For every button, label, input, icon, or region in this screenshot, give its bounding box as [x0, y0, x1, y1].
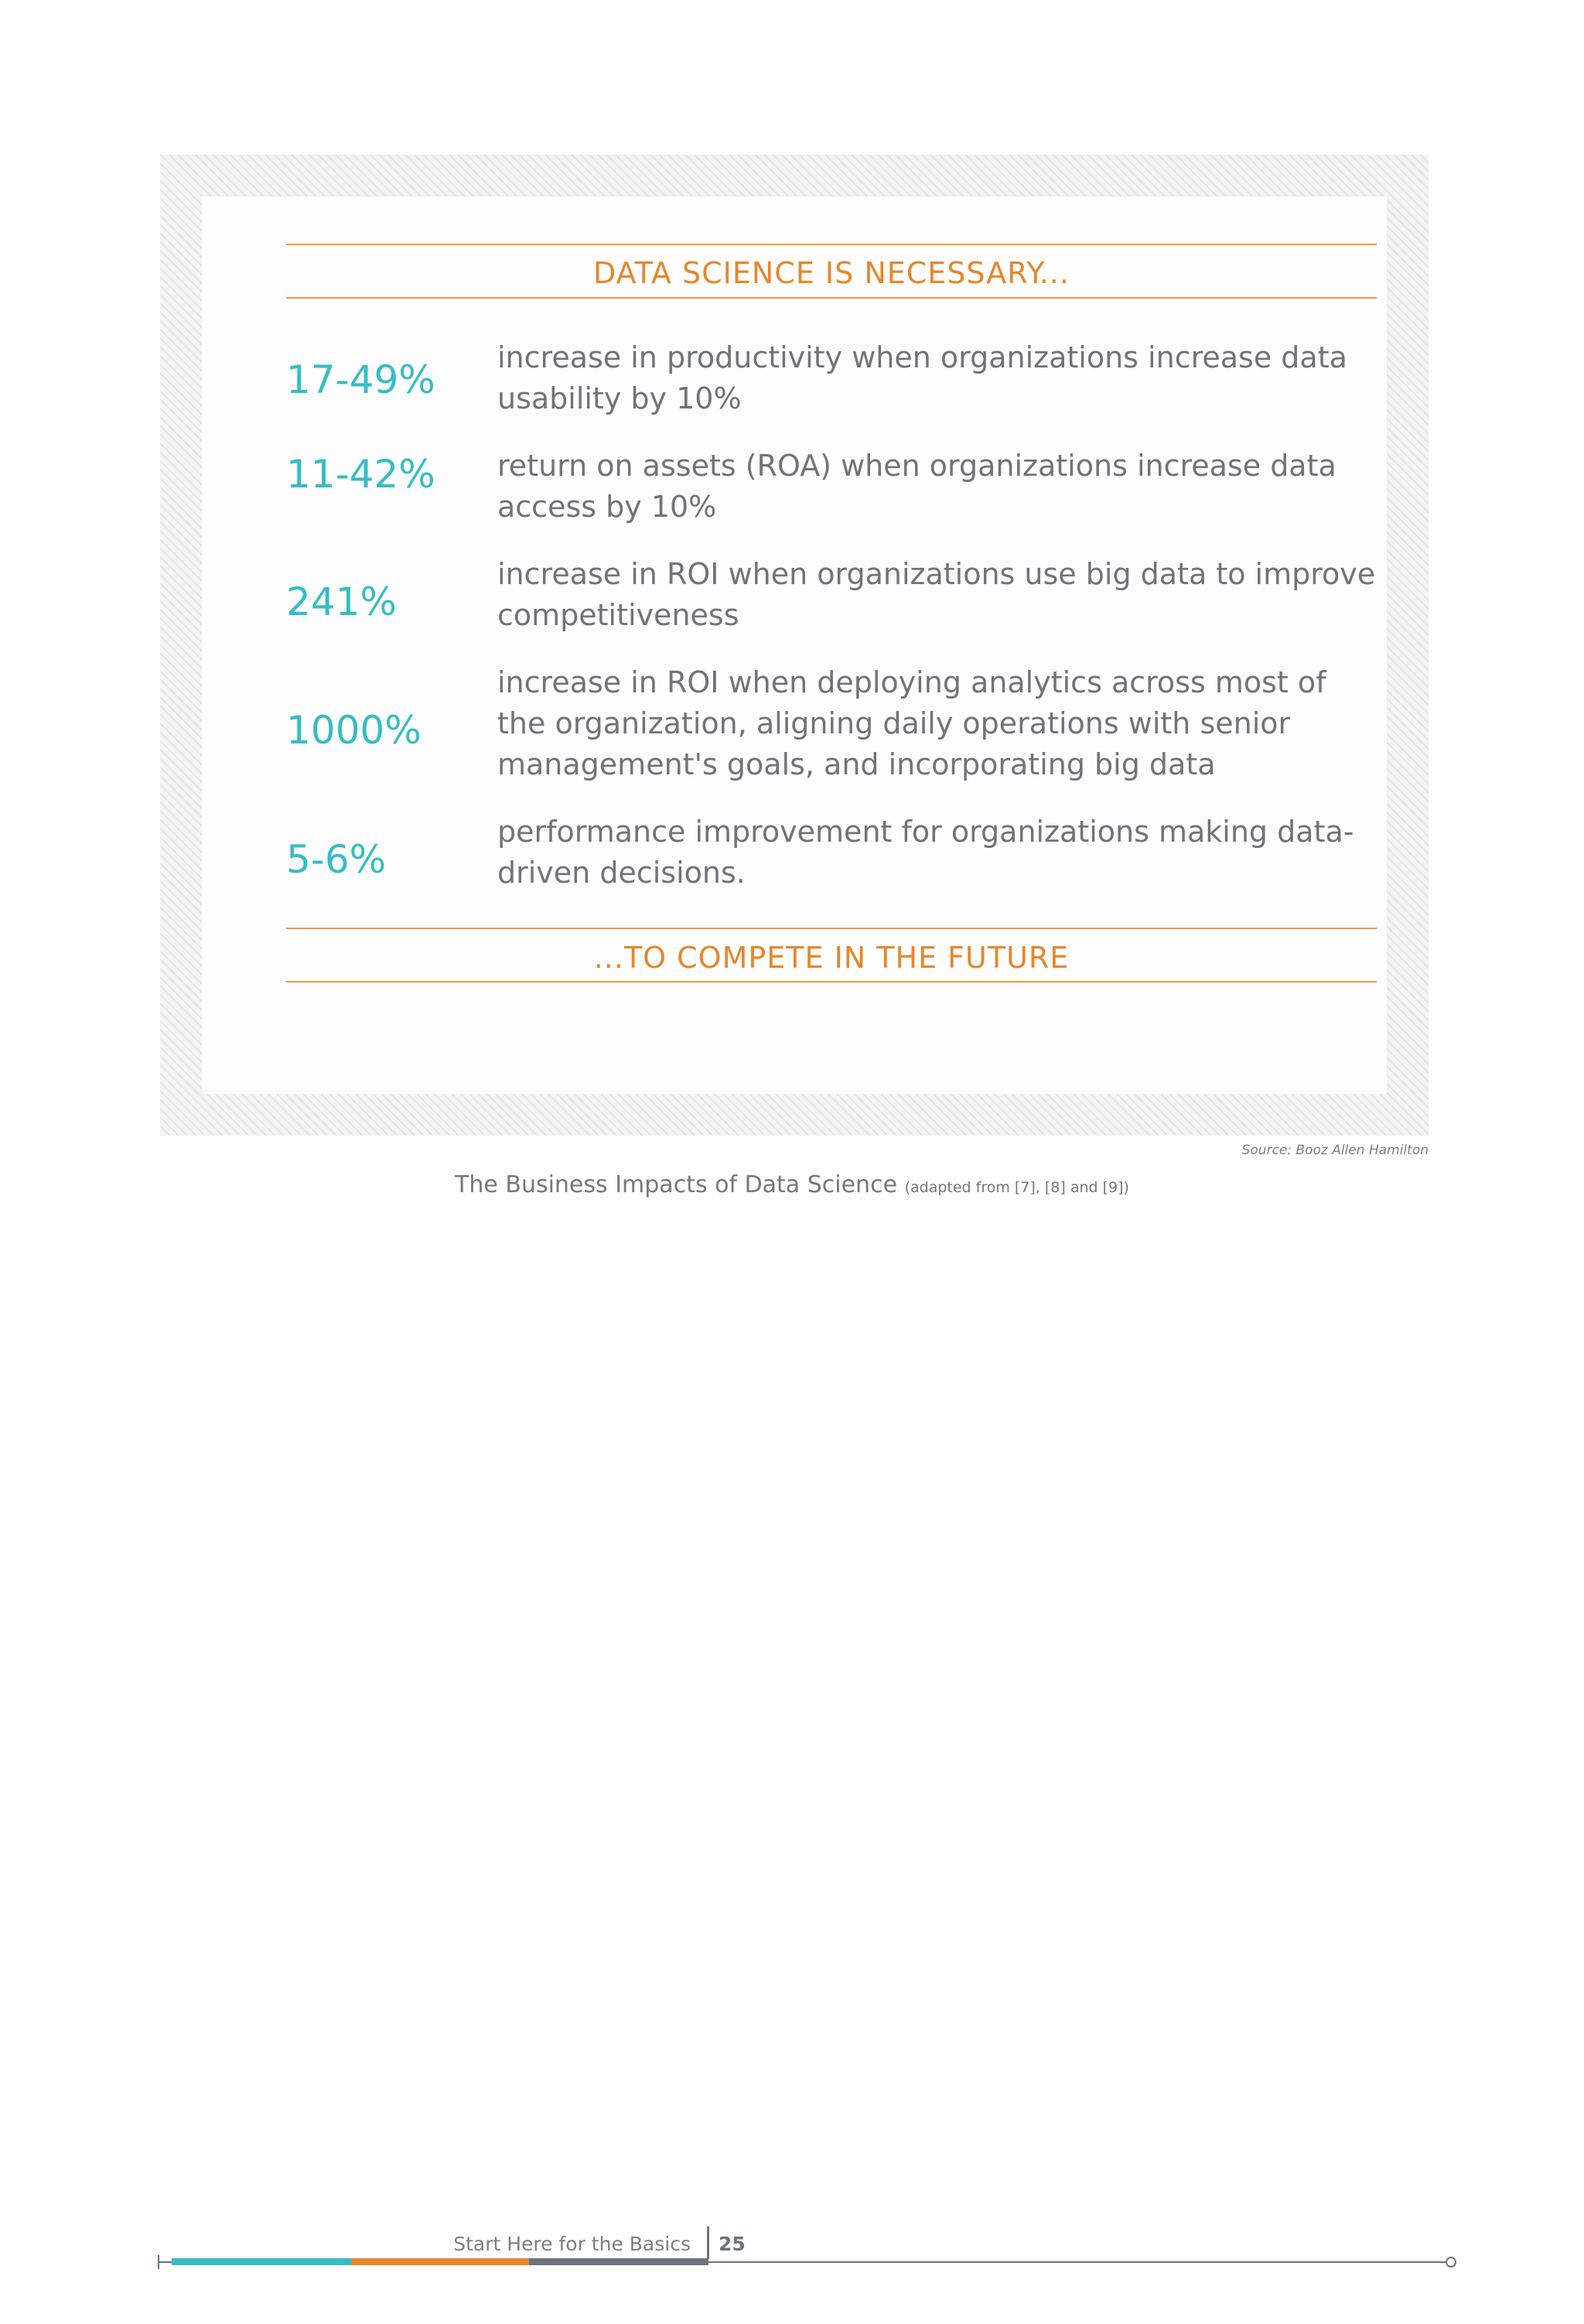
stat-description: return on assets (ROA) when organizations increase data access by 10%	[497, 449, 1336, 524]
stat-description: increase in ROI when organizations use big data to improve competitiveness	[497, 557, 1376, 632]
top-rule-lower	[286, 297, 1377, 299]
footer-segment-orange	[351, 2258, 529, 2265]
stat-description: increase in productivity when organizations increase data usability by 10%	[497, 340, 1347, 415]
footer-section-label: Start Here for the Basics	[453, 2233, 691, 2255]
footer-line-end-circle	[1446, 2257, 1456, 2268]
stat-description: increase in ROI when deploying analytics across most of the organization, aligning daily operations with senior management's goals, and incorporating big data	[497, 665, 1326, 781]
stat-value: 1000%	[286, 708, 422, 753]
page-number: 25	[719, 2233, 746, 2255]
bottom-rule-lower	[286, 981, 1377, 983]
footer-line-start-cap	[158, 2255, 159, 2269]
stat-value: 5-6%	[286, 837, 387, 882]
bottom-rule-upper	[286, 928, 1377, 929]
footer-segment-teal	[172, 2258, 351, 2265]
stat-value: 241%	[286, 579, 397, 624]
caption-note: (adapted from [7], [8] and [9])	[904, 1179, 1129, 1196]
caption-title: The Business Impacts of Data Science	[455, 1171, 898, 1198]
stat-description: performance improvement for organizations making data-driven decisions.	[497, 815, 1354, 890]
footer-divider	[707, 2227, 709, 2259]
top-rule-upper	[286, 244, 1377, 245]
heading-top: DATA SCIENCE IS NECESSARY...	[593, 256, 1070, 290]
source-note: Source: Booz Allen Hamilton	[1241, 1143, 1429, 1158]
figure-box	[160, 155, 1429, 1136]
heading-bottom: ...TO COMPETE IN THE FUTURE	[593, 941, 1070, 975]
figure-caption	[0, 1171, 1584, 1198]
stat-value: 11-42%	[286, 452, 435, 497]
stat-value: 17-49%	[286, 357, 435, 402]
footer-segment-gray	[529, 2258, 708, 2265]
figure-inner-panel	[202, 197, 1387, 1094]
